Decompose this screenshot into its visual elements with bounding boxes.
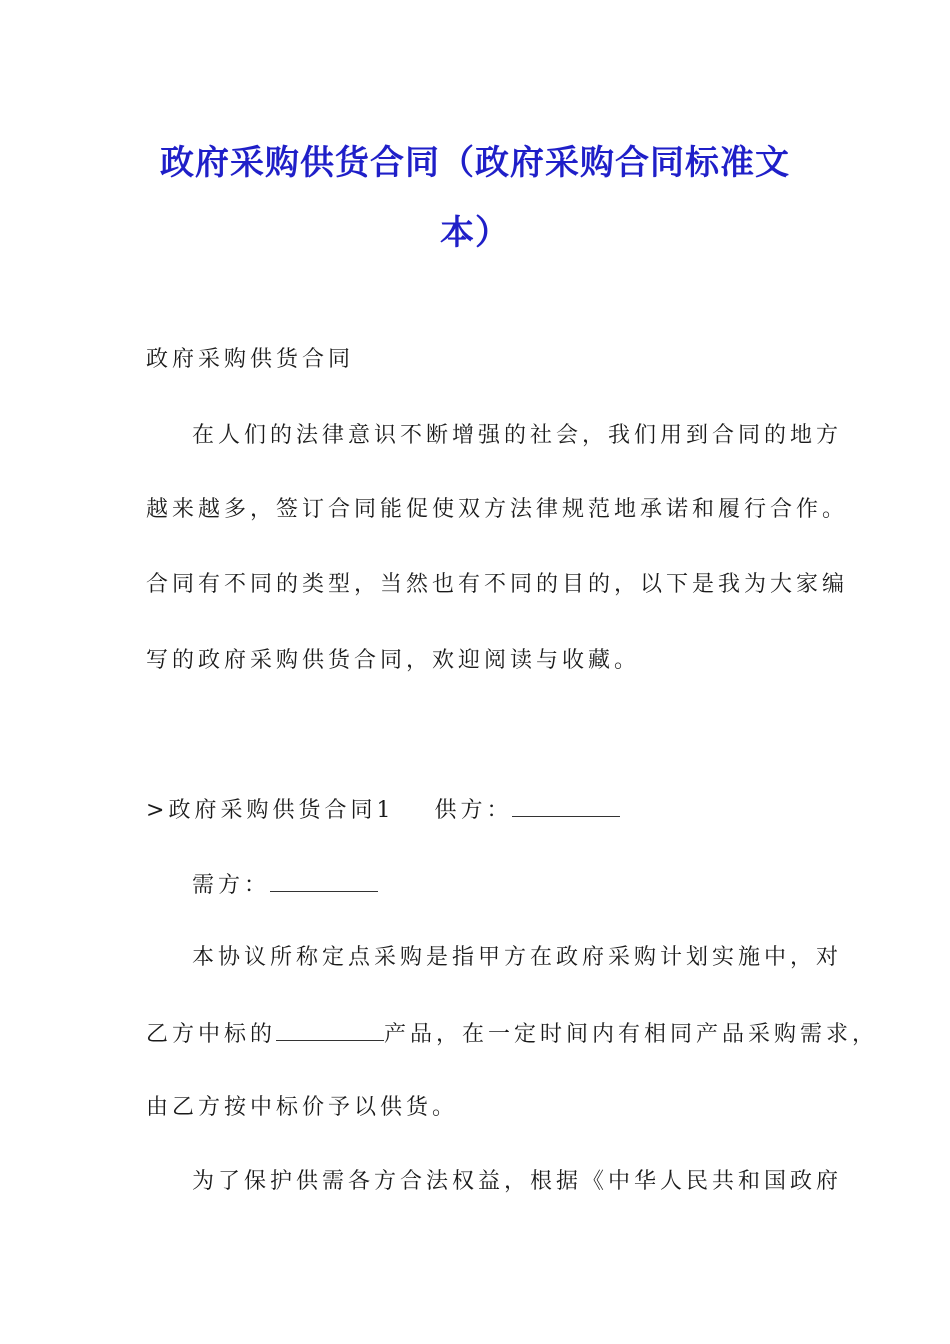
contract-title: 政府采购供货合同1 [168,798,395,823]
buyer-label: 需方： [192,873,271,898]
intro-line-3: 合同有不同的类型，当然也有不同的目的，以下是我为大家编 [146,572,849,597]
product-blank [276,1022,384,1041]
supplier-label: 供方： [434,798,513,823]
clause-1-line-3: 由乙方按中标价予以供货。 [146,1095,459,1120]
supplier-blank [512,798,620,817]
intro-line-1: 在人们的法律意识不断增强的社会，我们用到合同的地方 [192,423,843,448]
buyer-blank [270,873,378,892]
section-heading: 政府采购供货合同 [146,347,355,372]
clause-1-line-2-end: 产品，在一定时间内有相同产品采购需求， [384,1022,879,1047]
contract-header-line [146,798,620,822]
section-marker: > [146,798,169,823]
clause-1-line-2-start: 乙方中标的 [146,1022,277,1047]
intro-line-2: 越来越多，签订合同能促使双方法律规范地承诺和履行合作。 [146,497,849,522]
intro-line-4: 写的政府采购供货合同，欢迎阅读与收藏。 [146,648,641,673]
clause-2-line-1: 为了保护供需各方合法权益，根据《中华人民共和国政府 [192,1169,843,1194]
clause-1-line-1: 本协议所称定点采购是指甲方在政府采购计划实施中，对 [192,945,843,970]
buyer-line [192,873,378,897]
document-title-line-2: 本） [440,213,510,253]
document-title-line-1: 政府采购供货合同（政府采购合同标准文 [160,143,790,183]
clause-1-line-2 [146,1022,878,1046]
